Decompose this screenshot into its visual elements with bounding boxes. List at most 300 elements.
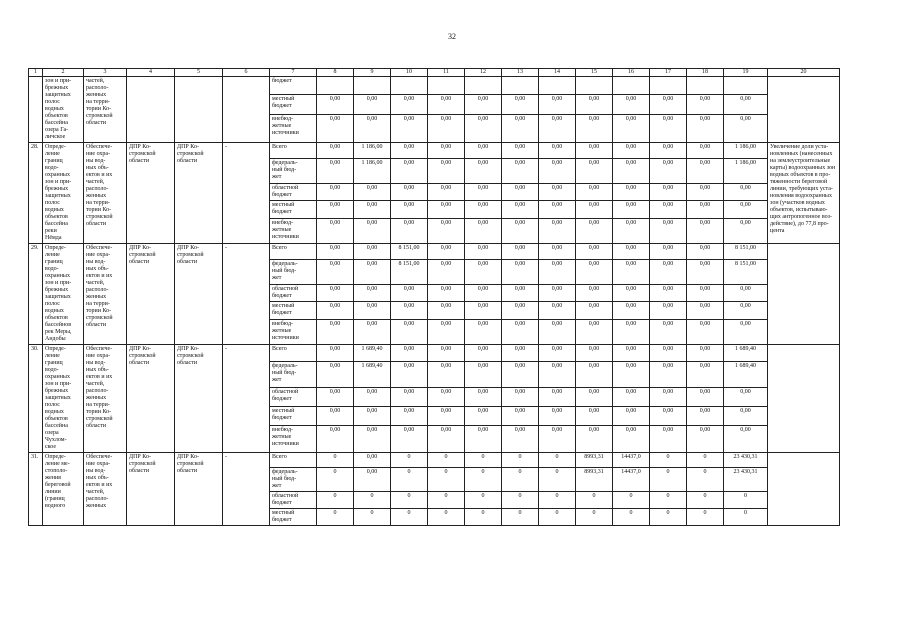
amount-cell: 0,00 (613, 284, 650, 302)
measure-goal: Обеспече- ние охра- ны вод- ных объ- ектов и их частей, располо- женных на терри- тории Ко- стромской области (84, 143, 127, 244)
amount-cell: 0,00 (428, 284, 465, 302)
amount-cell: 0,00 (502, 244, 539, 260)
amount-cell: 0,00 (687, 361, 724, 388)
amount-cell: 0,00 (391, 158, 428, 183)
amount-cell: 0 (687, 509, 724, 526)
funding-source: местный бюджет (270, 302, 317, 320)
amount-cell: 0,00 (687, 158, 724, 183)
column-number: 16 (613, 69, 650, 77)
amount-cell: 0,00 (613, 143, 650, 159)
amount-cell: 0,00 (687, 259, 724, 284)
amount-cell: 0,00 (539, 426, 576, 453)
amount-cell: 0,00 (539, 259, 576, 284)
amount-cell: 0 (465, 509, 502, 526)
amount-cell: 0,00 (687, 388, 724, 407)
amount-cell: 8 151,00 (724, 259, 768, 284)
amount-cell: 0,00 (391, 201, 428, 219)
funding-source: местный бюджет (270, 509, 317, 526)
amount-cell (650, 77, 687, 95)
amount-cell: 0,00 (354, 407, 391, 426)
amount-cell: 0,00 (428, 143, 465, 159)
column-number: 11 (428, 69, 465, 77)
amount-cell: 0 (391, 492, 428, 509)
column-number: 3 (84, 69, 127, 77)
column-6-value: - (223, 244, 270, 345)
amount-cell: 0,00 (539, 218, 576, 243)
funding-source: местный бюджет (270, 94, 317, 114)
amount-cell: 14437,0 (613, 453, 650, 468)
amount-cell: 0,00 (502, 94, 539, 114)
amount-cell: 0 (354, 492, 391, 509)
amount-cell: 0,00 (724, 94, 768, 114)
column-number: 12 (465, 69, 502, 77)
amount-cell: 8993,31 (576, 468, 613, 492)
executor: ДПР Ко- стромской области (127, 453, 175, 526)
amount-cell: 0,00 (539, 244, 576, 260)
amount-cell: 0 (317, 492, 354, 509)
amount-cell: 0,00 (502, 143, 539, 159)
amount-cell: 0,00 (724, 284, 768, 302)
table-row (29, 77, 840, 95)
amount-cell: 0,00 (613, 201, 650, 219)
table-row (29, 345, 840, 362)
amount-cell: 1 689,40 (354, 345, 391, 362)
funding-source: Всего (270, 244, 317, 260)
funding-source: Всего (270, 345, 317, 362)
amount-cell: 0,00 (724, 302, 768, 320)
amount-cell: 0,00 (724, 426, 768, 453)
amount-cell: 0,00 (576, 201, 613, 219)
amount-cell: 0,00 (502, 284, 539, 302)
amount-cell: 8993,31 (576, 453, 613, 468)
amount-cell: 0,00 (428, 259, 465, 284)
amount-cell: 0,00 (317, 259, 354, 284)
executor: ДПР Ко- стромской области (127, 143, 175, 244)
amount-cell: 0,00 (465, 388, 502, 407)
row-number: 31. (29, 453, 43, 526)
measure-name: Опреде- ление ме- стополо- жения береговой линии (границ водного (43, 453, 84, 526)
amount-cell: 0,00 (650, 345, 687, 362)
amount-cell: 8 151,00 (391, 259, 428, 284)
amount-cell: 0 (650, 453, 687, 468)
funding-source: внебюд- жетные источники (270, 319, 317, 344)
amount-cell: 0,00 (391, 388, 428, 407)
amount-cell: 0,00 (613, 244, 650, 260)
amount-cell: 0,00 (391, 361, 428, 388)
amount-cell: 0,00 (465, 158, 502, 183)
amount-cell: 0 (576, 492, 613, 509)
amount-cell: 0,00 (613, 319, 650, 344)
amount-cell: 0,00 (502, 158, 539, 183)
amount-cell: 0,00 (687, 407, 724, 426)
amount-cell: 0,00 (502, 407, 539, 426)
amount-cell: 0,00 (317, 244, 354, 260)
amount-cell: 0 (317, 453, 354, 468)
measure-name: Опреде- ление границ водо- охранных зон и при- брежных защитных полос водных объектов бассейнов рек Меры, Андобы (43, 244, 84, 345)
amount-cell: 0,00 (428, 183, 465, 201)
measure-name: Опреде- ление границ водо- охранных зон и при- брежных защитных полос водных объектов бассейна реки Нёмда (43, 143, 84, 244)
amount-cell: 0,00 (539, 143, 576, 159)
row-number (29, 77, 43, 143)
amount-cell: 0,00 (465, 302, 502, 320)
row-number: 30. (29, 345, 43, 453)
column-number: 18 (687, 69, 724, 77)
amount-cell: 0,00 (428, 302, 465, 320)
amount-cell: 0,00 (539, 114, 576, 142)
amount-cell: 0 (539, 509, 576, 526)
column-number: 7 (270, 69, 317, 77)
amount-cell: 0 (650, 509, 687, 526)
amount-cell: 0,00 (502, 361, 539, 388)
expected-result (768, 453, 840, 526)
amount-cell: 0 (650, 492, 687, 509)
funding-source: федераль- ный бюд- жет (270, 361, 317, 388)
amount-cell: 0 (687, 453, 724, 468)
amount-cell: 0,00 (650, 407, 687, 426)
amount-cell: 0,00 (650, 361, 687, 388)
column-number: 13 (502, 69, 539, 77)
amount-cell: 0 (502, 509, 539, 526)
amount-cell: 0 (465, 468, 502, 492)
amount-cell: 0,00 (317, 361, 354, 388)
amount-cell: 0 (428, 468, 465, 492)
amount-cell: 0,00 (576, 407, 613, 426)
amount-cell: 0,00 (650, 302, 687, 320)
amount-cell: 0,00 (317, 143, 354, 159)
amount-cell: 0,00 (317, 426, 354, 453)
amount-cell: 0,00 (576, 218, 613, 243)
amount-cell: 0,00 (354, 453, 391, 468)
amount-cell: 0,00 (428, 114, 465, 142)
amount-cell: 0,00 (502, 345, 539, 362)
expected-result (768, 77, 840, 143)
column-6-value: - (223, 143, 270, 244)
expected-result: Увеличение доли уста- новленных (нанесенных на землеустроительные карты) водоохранных зон водных объектов в про- тяженности береговой линии, требующих уста- новления водоохранных зон (участков водных объектов, испытываю- щих антропогенное воз- действие), до 77,8 про- цента (768, 143, 840, 244)
amount-cell: 0,00 (724, 407, 768, 426)
amount-cell: 0,00 (502, 218, 539, 243)
amount-cell: 0 (724, 509, 768, 526)
customer (175, 77, 223, 143)
customer: ДПР Ко- стромской области (175, 345, 223, 453)
amount-cell: 0,00 (317, 158, 354, 183)
amount-cell: 0,00 (317, 218, 354, 243)
amount-cell: 0 (539, 453, 576, 468)
amount-cell: 0,00 (576, 319, 613, 344)
amount-cell: 0,00 (724, 114, 768, 142)
column-number: 6 (223, 69, 270, 77)
funding-source: местный бюджет (270, 201, 317, 219)
amount-cell: 0,00 (391, 319, 428, 344)
amount-cell: 0,00 (539, 388, 576, 407)
table-row (29, 244, 840, 260)
column-number: 10 (391, 69, 428, 77)
amount-cell: 1 689,40 (724, 345, 768, 362)
amount-cell: 0 (539, 492, 576, 509)
amount-cell: 0,00 (428, 388, 465, 407)
amount-cell: 0,00 (465, 284, 502, 302)
amount-cell: 0,00 (391, 426, 428, 453)
amount-cell: 0,00 (576, 361, 613, 388)
amount-cell: 1 186,00 (724, 158, 768, 183)
amount-cell: 0,00 (354, 302, 391, 320)
measure-goal: частей, располо- женных на терри- тории Ко- стромской области (84, 77, 127, 143)
amount-cell: 14437,0 (613, 468, 650, 492)
amount-cell: 0,00 (687, 319, 724, 344)
amount-cell: 0,00 (428, 244, 465, 260)
amount-cell (317, 77, 354, 95)
amount-cell: 0,00 (502, 114, 539, 142)
amount-cell: 0,00 (465, 183, 502, 201)
funding-source: областной бюджет (270, 492, 317, 509)
customer: ДПР Ко- стромской области (175, 244, 223, 345)
amount-cell: 0,00 (317, 302, 354, 320)
column-number-row (29, 69, 840, 77)
funding-source: местный бюджет (270, 407, 317, 426)
amount-cell: 0,00 (354, 426, 391, 453)
amount-cell: 0,00 (613, 183, 650, 201)
column-number: 8 (317, 69, 354, 77)
amount-cell: 0,00 (539, 319, 576, 344)
amount-cell: 0,00 (650, 426, 687, 453)
amount-cell: 0,00 (687, 183, 724, 201)
amount-cell: 0,00 (613, 94, 650, 114)
amount-cell: 1 689,40 (724, 361, 768, 388)
customer: ДПР Ко- стромской области (175, 143, 223, 244)
amount-cell: 0 (428, 509, 465, 526)
amount-cell: 0,00 (539, 94, 576, 114)
amount-cell: 1 186,00 (354, 143, 391, 159)
amount-cell: 0,00 (428, 426, 465, 453)
amount-cell: 0,00 (650, 319, 687, 344)
executor: ДПР Ко- стромской области (127, 244, 175, 345)
amount-cell: 0,00 (576, 284, 613, 302)
amount-cell: 0,00 (724, 218, 768, 243)
amount-cell: 0,00 (576, 259, 613, 284)
amount-cell: 0,00 (428, 218, 465, 243)
amount-cell: 0,00 (391, 218, 428, 243)
amount-cell: 1 689,40 (354, 361, 391, 388)
amount-cell (576, 77, 613, 95)
amount-cell: 0,00 (650, 201, 687, 219)
amount-cell: 0,00 (428, 158, 465, 183)
amount-cell: 0,00 (613, 218, 650, 243)
amount-cell: 0,00 (317, 94, 354, 114)
amount-cell: 0,00 (613, 114, 650, 142)
funding-source: внебюд- жетные источники (270, 426, 317, 453)
amount-cell: 0,00 (724, 183, 768, 201)
amount-cell: 0,00 (354, 259, 391, 284)
row-number: 29. (29, 244, 43, 345)
customer: ДПР Ко- стромской области (175, 453, 223, 526)
amount-cell: 0,00 (465, 319, 502, 344)
amount-cell: 0 (391, 468, 428, 492)
amount-cell: 0,00 (317, 284, 354, 302)
amount-cell: 0,00 (354, 468, 391, 492)
funding-source: областной бюджет (270, 388, 317, 407)
amount-cell: 23 430,31 (724, 453, 768, 468)
amount-cell: 0 (317, 468, 354, 492)
budget-table (28, 68, 840, 526)
amount-cell: 0,00 (687, 218, 724, 243)
amount-cell: 0,00 (650, 388, 687, 407)
amount-cell: 0,00 (576, 114, 613, 142)
column-number: 2 (43, 69, 84, 77)
amount-cell: 0,00 (465, 259, 502, 284)
amount-cell (687, 77, 724, 95)
executor (127, 77, 175, 143)
amount-cell: 0,00 (354, 388, 391, 407)
amount-cell: 0,00 (539, 361, 576, 388)
funding-source: федераль- ный бюд- жет (270, 468, 317, 492)
amount-cell: 0,00 (539, 201, 576, 219)
amount-cell: 0,00 (687, 426, 724, 453)
amount-cell: 0,00 (391, 114, 428, 142)
amount-cell: 0,00 (465, 345, 502, 362)
amount-cell: 0,00 (724, 201, 768, 219)
table-row (29, 453, 840, 468)
amount-cell: 0,00 (502, 259, 539, 284)
amount-cell: 1 186,00 (724, 143, 768, 159)
funding-source: федераль- ный бюд- жет (270, 158, 317, 183)
amount-cell: 0,00 (539, 302, 576, 320)
executor: ДПР Ко- стромской области (127, 345, 175, 453)
column-number: 20 (768, 69, 840, 77)
amount-cell: 0,00 (502, 201, 539, 219)
amount-cell: 8 151,00 (724, 244, 768, 260)
column-number: 14 (539, 69, 576, 77)
amount-cell (428, 77, 465, 95)
amount-cell: 0,00 (428, 407, 465, 426)
amount-cell: 0,00 (391, 284, 428, 302)
amount-cell: 0,00 (317, 319, 354, 344)
amount-cell: 0,00 (613, 388, 650, 407)
measure-name: зон и при- брежных защитных полос водных объектов бассейна озера Га- личское (43, 77, 84, 143)
amount-cell: 0,00 (539, 183, 576, 201)
column-number: 17 (650, 69, 687, 77)
amount-cell: 0 (724, 492, 768, 509)
amount-cell: 0,00 (465, 361, 502, 388)
amount-cell: 0,00 (650, 244, 687, 260)
measure-name: Опреде- ление границ водо- охранных зон и при- брежных защитных полос водных объектов бассейна озера Чухлом- ское (43, 345, 84, 453)
amount-cell: 0,00 (317, 183, 354, 201)
column-6-value (223, 77, 270, 143)
amount-cell: 0,00 (391, 183, 428, 201)
funding-source: Всего (270, 143, 317, 159)
amount-cell: 0,00 (502, 183, 539, 201)
amount-cell: 0,00 (687, 244, 724, 260)
amount-cell: 0 (613, 509, 650, 526)
amount-cell: 0,00 (354, 218, 391, 243)
amount-cell: 0,00 (576, 426, 613, 453)
amount-cell: 0,00 (465, 114, 502, 142)
amount-cell: 0 (613, 492, 650, 509)
amount-cell: 0,00 (428, 319, 465, 344)
amount-cell: 0 (391, 509, 428, 526)
column-number: 5 (175, 69, 223, 77)
amount-cell: 0 (687, 492, 724, 509)
amount-cell: 0,00 (391, 345, 428, 362)
amount-cell: 0 (576, 509, 613, 526)
amount-cell: 0,00 (613, 361, 650, 388)
amount-cell: 0,00 (613, 302, 650, 320)
amount-cell (613, 77, 650, 95)
amount-cell (724, 77, 768, 95)
amount-cell: 0,00 (613, 407, 650, 426)
amount-cell: 0,00 (576, 345, 613, 362)
funding-source: федераль- ный бюд- жет (270, 259, 317, 284)
column-number: 9 (354, 69, 391, 77)
amount-cell: 0,00 (613, 259, 650, 284)
amount-cell: 0 (465, 453, 502, 468)
amount-cell: 0,00 (317, 345, 354, 362)
amount-cell: 0,00 (391, 302, 428, 320)
amount-cell: 0,00 (391, 94, 428, 114)
amount-cell: 0 (502, 492, 539, 509)
amount-cell: 0,00 (687, 114, 724, 142)
amount-cell: 0 (502, 453, 539, 468)
amount-cell: 0,00 (428, 201, 465, 219)
amount-cell: 0,00 (687, 302, 724, 320)
amount-cell: 0,00 (428, 94, 465, 114)
amount-cell: 0,00 (354, 284, 391, 302)
amount-cell: 0,00 (724, 319, 768, 344)
amount-cell: 0,00 (391, 407, 428, 426)
amount-cell: 0,00 (687, 201, 724, 219)
amount-cell: 0,00 (687, 284, 724, 302)
amount-cell: 8 151,00 (391, 244, 428, 260)
amount-cell (354, 77, 391, 95)
measure-goal: Обеспече- ние охра- ны вод- ных объ- ектов и их частей, располо- женных на терри- тории Ко- стромской области (84, 345, 127, 453)
amount-cell: 0,00 (465, 426, 502, 453)
amount-cell: 0,00 (539, 284, 576, 302)
amount-cell: 0,00 (650, 183, 687, 201)
amount-cell: 0 (650, 468, 687, 492)
expected-result (768, 244, 840, 345)
funding-source: Всего (270, 453, 317, 468)
amount-cell: 0,00 (391, 143, 428, 159)
amount-cell: 0,00 (650, 218, 687, 243)
amount-cell: 0,00 (354, 114, 391, 142)
amount-cell: 0,00 (502, 319, 539, 344)
amount-cell: 0,00 (650, 94, 687, 114)
amount-cell: 0,00 (317, 407, 354, 426)
page-number: 32 (448, 32, 456, 41)
amount-cell: 0,00 (465, 218, 502, 243)
amount-cell: 0 (539, 468, 576, 492)
column-number: 15 (576, 69, 613, 77)
column-6-value: - (223, 345, 270, 453)
amount-cell: 0,00 (354, 319, 391, 344)
amount-cell: 0,00 (354, 183, 391, 201)
column-number: 19 (724, 69, 768, 77)
amount-cell (391, 77, 428, 95)
amount-cell: 23 430,31 (724, 468, 768, 492)
amount-cell: 0,00 (576, 244, 613, 260)
amount-cell: 0,00 (465, 244, 502, 260)
amount-cell (465, 77, 502, 95)
amount-cell: 0,00 (502, 302, 539, 320)
expected-result (768, 345, 840, 453)
column-6-value: - (223, 453, 270, 526)
amount-cell: 0,00 (613, 345, 650, 362)
amount-cell: 0,00 (465, 407, 502, 426)
row-number: 28. (29, 143, 43, 244)
amount-cell: 0,00 (539, 345, 576, 362)
amount-cell: 0,00 (650, 114, 687, 142)
amount-cell: 0,00 (576, 302, 613, 320)
funding-source: внебюд- жетные источники (270, 114, 317, 142)
funding-source: областной бюджет (270, 284, 317, 302)
